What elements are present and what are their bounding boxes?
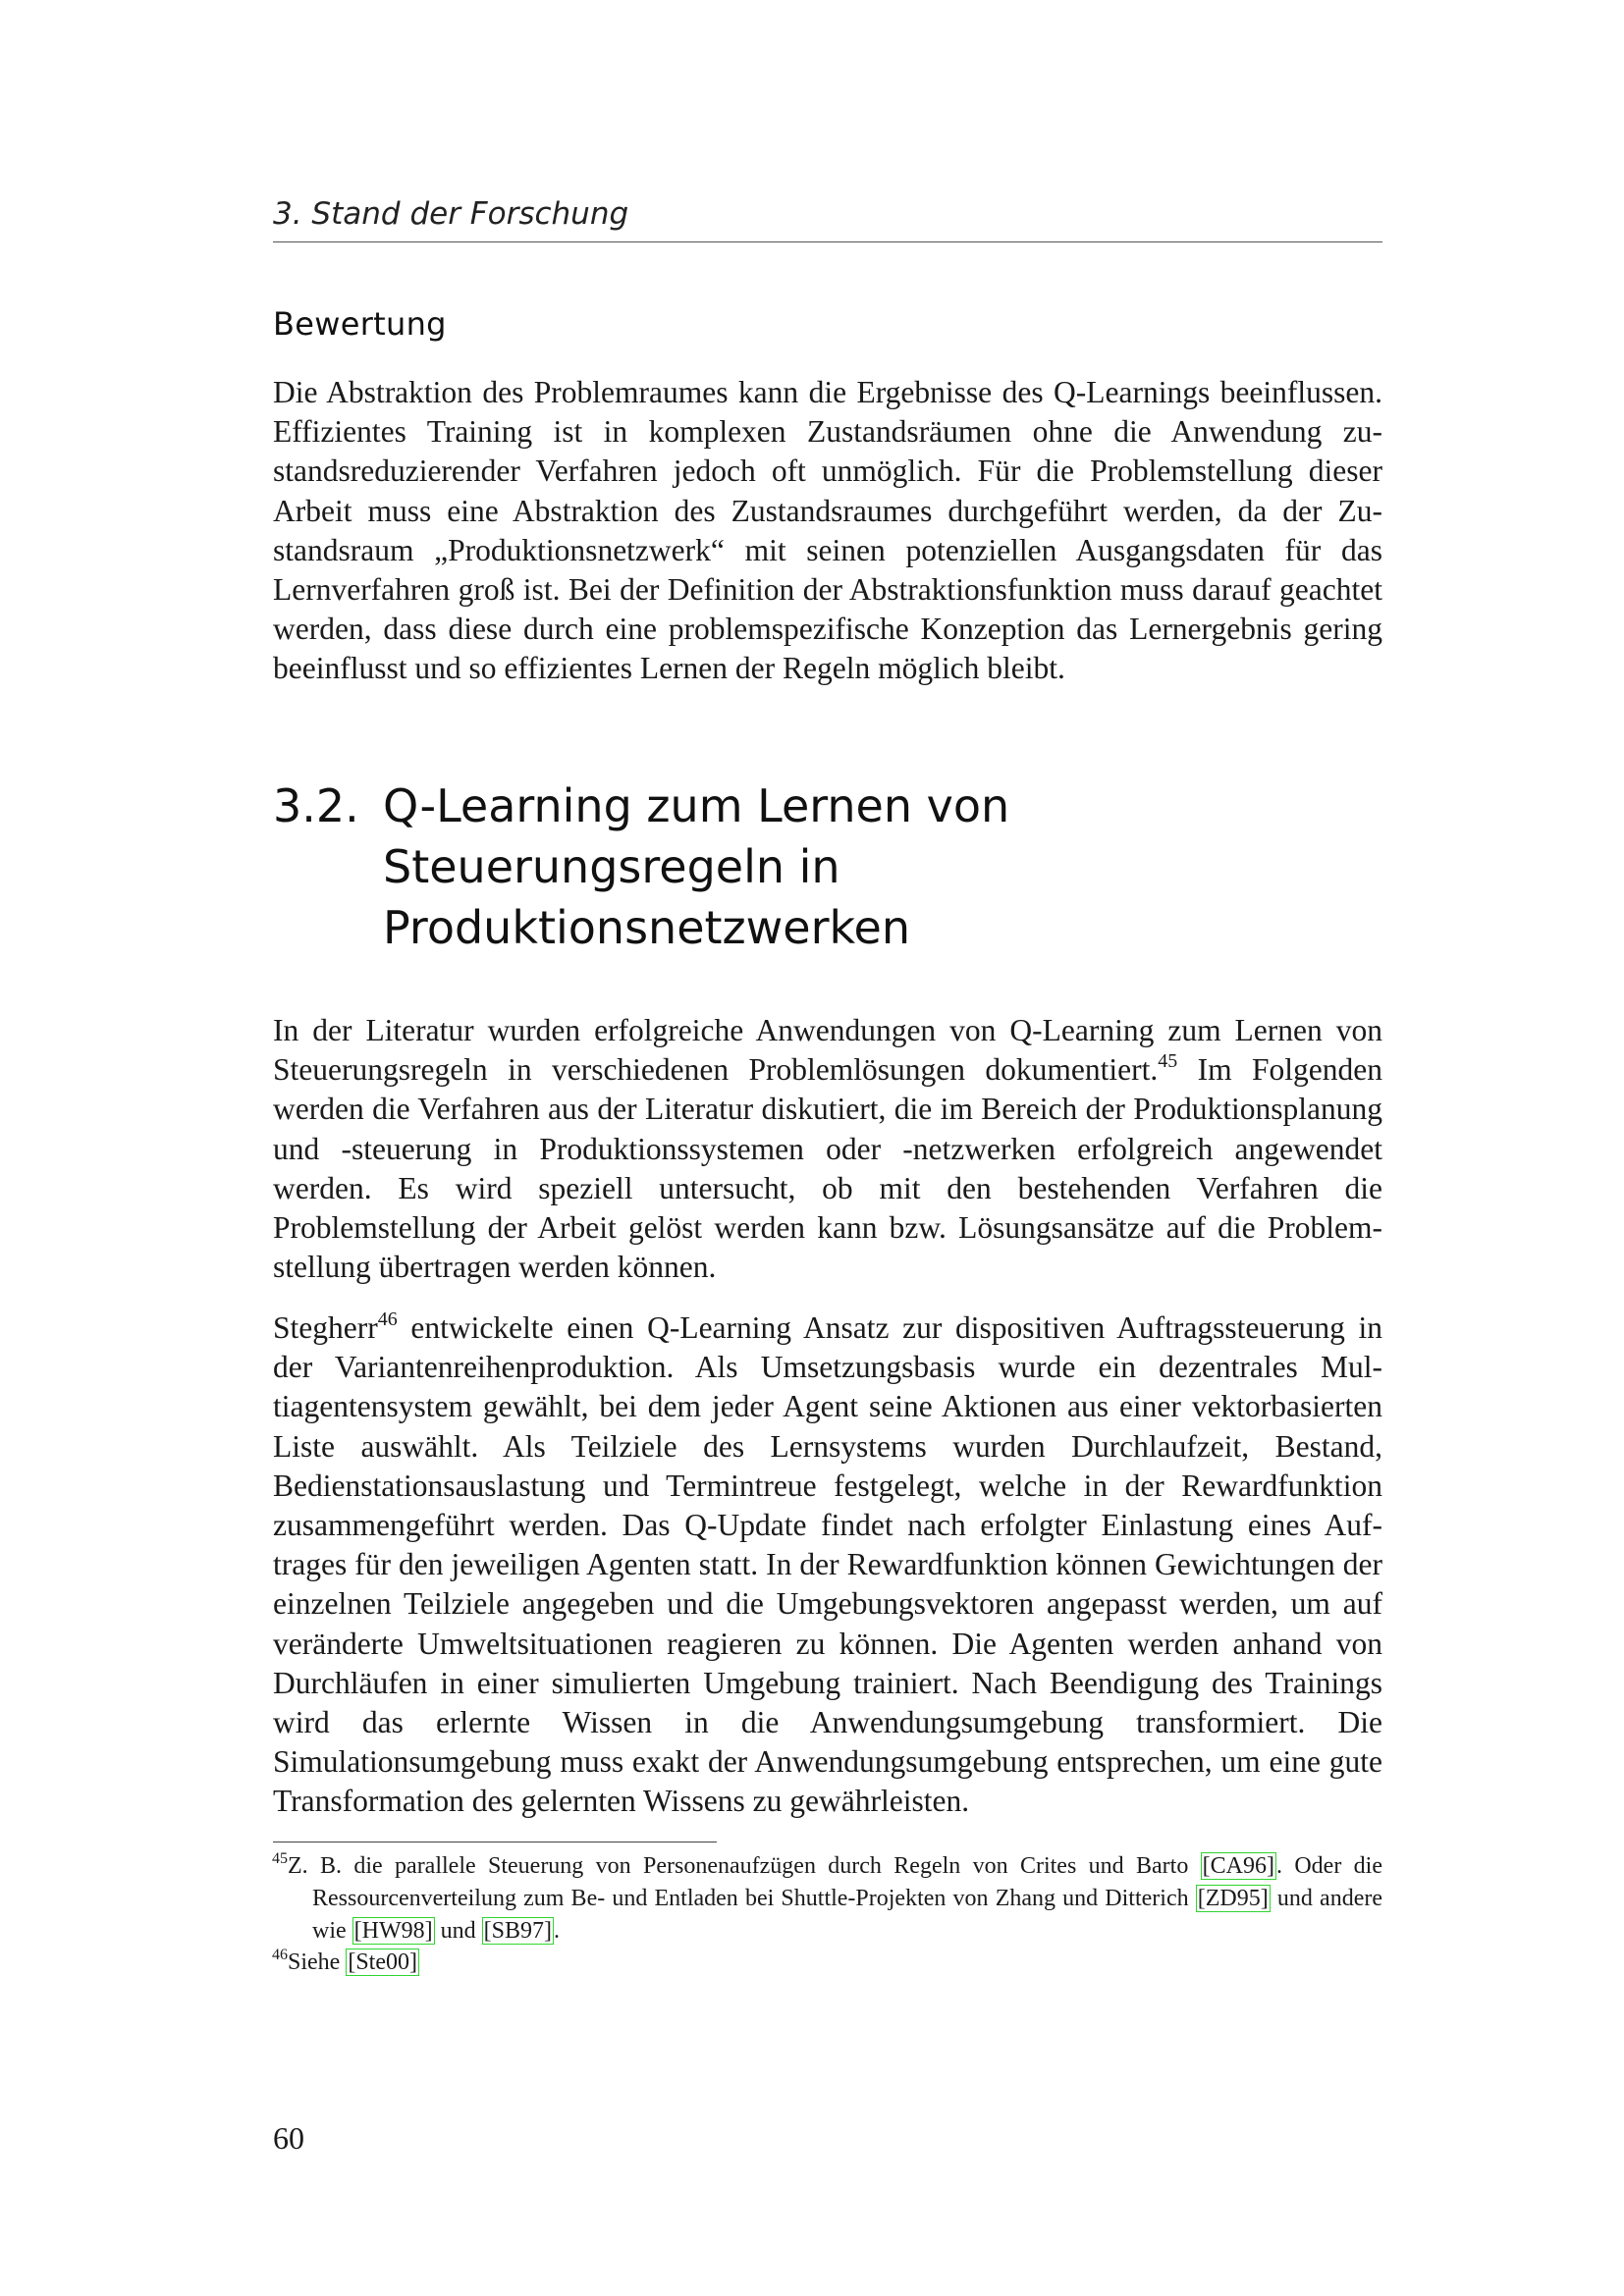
author-name: Stegherr <box>273 1310 378 1345</box>
footnote-text: und <box>434 1918 482 1944</box>
paragraph-text: Im Folgenden werden die Verfahren aus der Literatur diskutiert, die im Bereich der Produktionsplanung und -steuerung in Produktionssystemen oder -netzwerken erfolgreich angewendet werden. Es wird speziell untersucht, ob mit den bestehenden Verfahren die Problemstellung der Arbeit gelöst werden kann bzw. Lösungsansätze auf die Problemstellung übertragen werden können. <box>273 1052 1382 1285</box>
section-paragraph-2 <box>273 1308 1382 1822</box>
footnote-mark: 46 <box>272 1947 288 1963</box>
footnote-text: . <box>553 1918 560 1944</box>
footnote-body <box>273 1947 1382 1979</box>
citation-link-sb97[interactable]: [SB97] <box>483 1918 552 1944</box>
footnote-text: Siehe <box>288 1949 347 1975</box>
citation-link-hw98[interactable]: [HW98] <box>353 1918 433 1944</box>
footnote-46 <box>273 1947 1382 1979</box>
citation-link-ste00[interactable]: [Ste00] <box>348 1949 417 1975</box>
footnote-ref-46[interactable]: 46 <box>377 1308 398 1330</box>
section-paragraph-1 <box>273 1011 1382 1287</box>
header-rule <box>273 241 1382 242</box>
footnote-text: . Oder die Ressourcenverteilung zum Be- und Entladen bei Shuttle-Projekten von Zhang und Ditterich <box>312 1853 1382 1911</box>
paragraph-text: In der Literatur wurden erfolgreiche Anwendungen von Q-Learning zum Lernen von Steuerungsregeln in verschiedenen Problemlösungen dokumentiert. <box>273 1013 1382 1088</box>
footnote-body <box>273 1850 1382 1948</box>
subsection-paragraph: Die Abstraktion des Problemraumes kann die Ergebnisse des Q-Learnings beeinflussen. Effizientes Training ist in komplexen Zustandsräumen ohne die Anwendung zustandsreduzierender Verfahren jedoch oft unmöglich. Für die Problemstellung dieser Arbeit muss eine Abstraktion des Zustandsraumes durchgeführt werden, da der Zustandsraum „Produktionsnetzwerk“ mit seinen potenziellen Ausgangsdaten für das Lernverfahren groß ist. Bei der Definition der Abstraktionsfunktion muss darauf geachtet werden, dass diese durch eine problemspezifische Konzeption das Lernergebnis gering beeinflusst und so effizientes Lernen der Regeln möglich bleibt. <box>273 375 1382 686</box>
subsection-title: Bewertung <box>273 305 447 343</box>
footnote-text: und andere wie <box>312 1886 1382 1944</box>
citation-link-zd95[interactable]: [ZD95] <box>1197 1886 1269 1911</box>
footnote-mark: 45 <box>272 1850 288 1867</box>
running-header: 3. Stand der Forschung <box>273 196 629 232</box>
footnote-45 <box>273 1850 1382 1948</box>
footnote-text: Z. B. die parallele Steuerung von Personenaufzügen durch Regeln von Crites und Barto <box>288 1853 1201 1879</box>
document-page <box>273 0 1382 2296</box>
section-title: Q-Learning zum Lernen von Steuerungsregeln in Produktionsnetzwerken <box>383 779 1010 954</box>
citation-link-ca96[interactable]: [CA96] <box>1202 1853 1274 1879</box>
paragraph-text: entwickelte einen Q-Learning Ansatz zur dispositiven Auftragssteuerung in der Variantenreihenproduktion. Als Umsetzungsbasis wurde ein dezentrales Multiagentensystem gewählt, bei dem jeder Agent seine Aktionen aus einer vektorbasierten Liste auswählt. Als Teilziele des Lernsystems wurden Durchlaufzeit, Bestand, Bedienstationsauslastung und Termintreue festgelegt, welche in der Rewardfunktion zusammengeführt werden. Das Q-Update findet nach erfolgter Einlastung eines Auftrages für den jeweiligen Agenten statt. In der Rewardfunktion können Gewichtungen der einzelnen Teilziele angegeben und die Umgebungsvektoren angepasst werden, um auf veränderte Umweltsituationen reagieren zu können. Die Agenten werden anhand von Durchläufen in einer simulierten Umgebung trainiert. Nach Beendigung des Trainings wird das erlernte Wissen in die Anwendungsumgebung transformiert. Die Simulationsumgebung muss exakt der Anwendungsumgebung entsprechen, um eine gute Transformation des gelernten Wissens zu gewährleisten. <box>273 1310 1382 1819</box>
footnote-ref-45[interactable]: 45 <box>1158 1050 1178 1073</box>
page-number: 60 <box>273 2120 304 2156</box>
section-number: 3.2. <box>273 779 359 832</box>
